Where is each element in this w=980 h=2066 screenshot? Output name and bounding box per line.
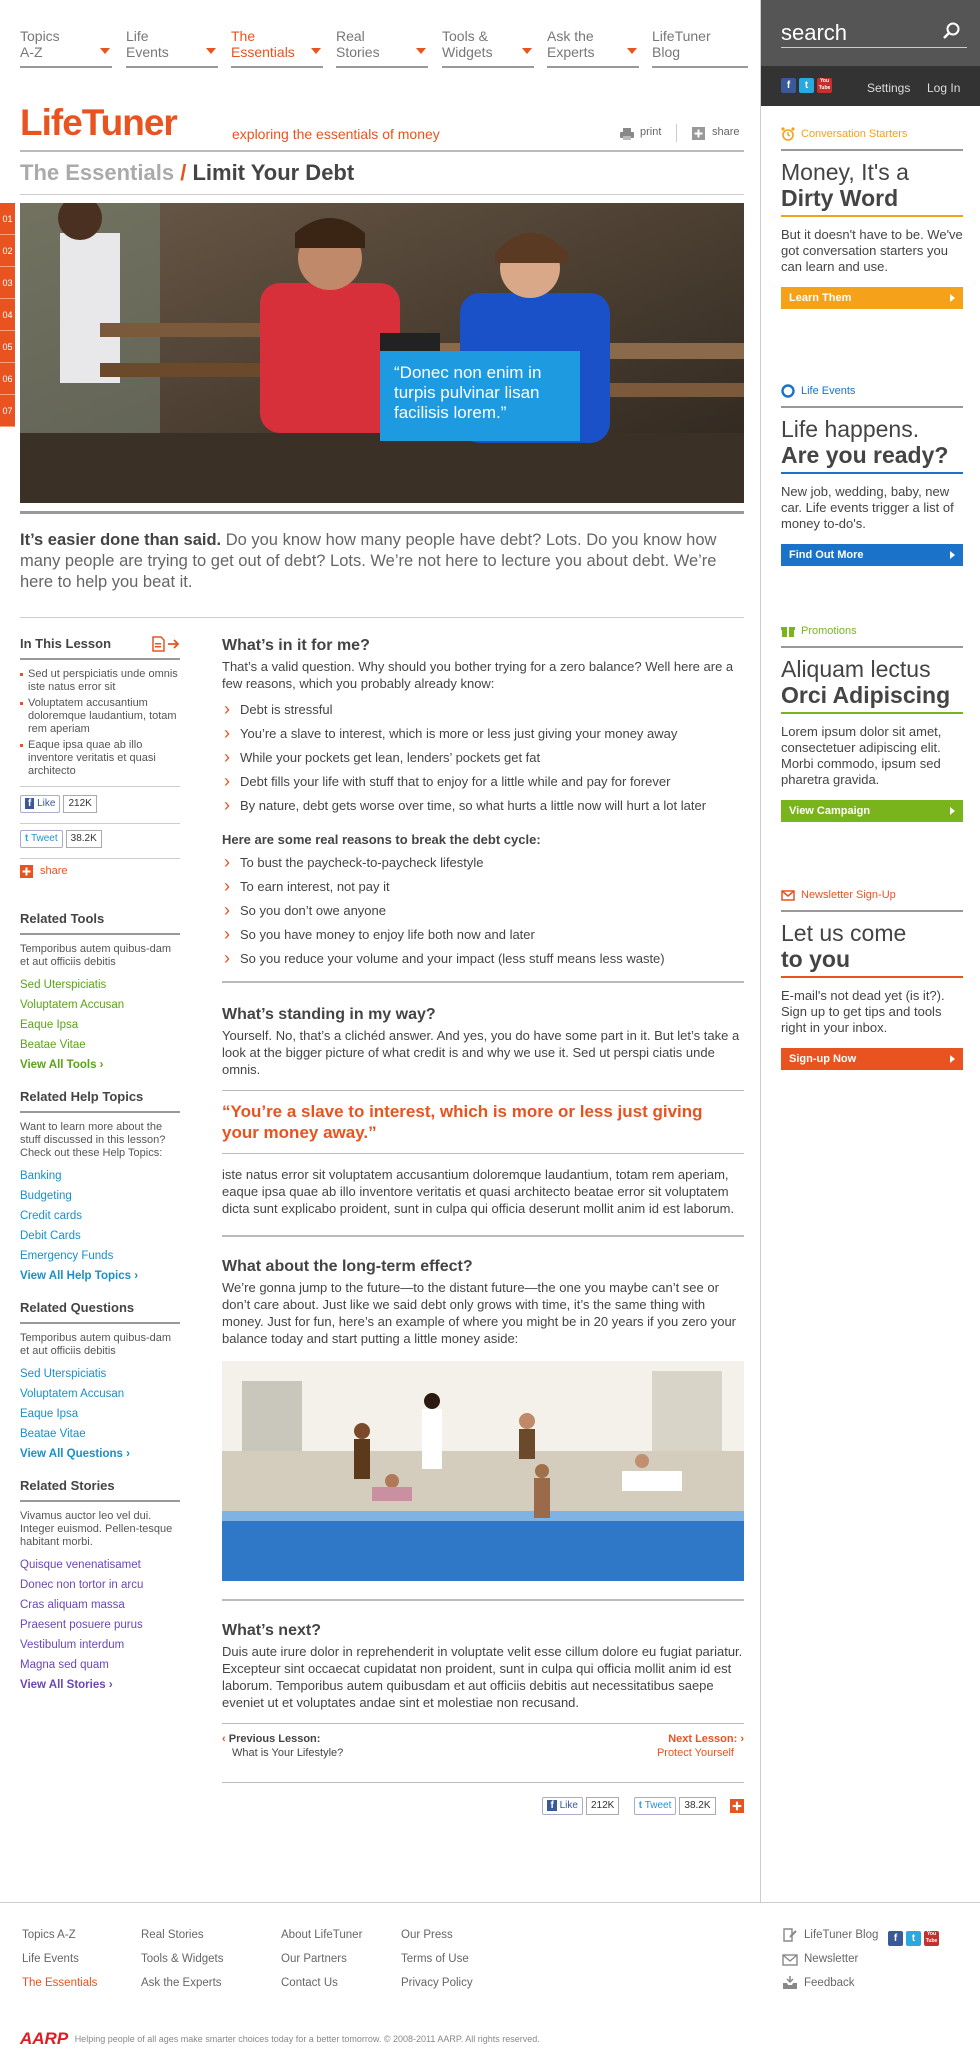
- inbox-icon: [782, 1975, 798, 1991]
- related-tools: Related Tools Temporibus autem quibus-dam et aut officiis debitis Sed Uterspiciatis Voluptatem Accusan Eaque Ipsa Beatae Vitae View All Tools ›: [20, 911, 180, 1075]
- related-question-link[interactable]: Sed Uterspiciatis: [20, 1368, 107, 1380]
- twitter-icon: t: [25, 833, 29, 844]
- main-content: What’s in it for me? That’s a valid question. Why should you bother trying for a zero balance? Well here are a few reasons, which you probably already know: › Debt is stressful › You’re a slave to interest, which is more or less just giving your money away › While your pockets get lean, lenders’ pockets get fat › Debt fills your life with stuff that to enjoy for a little while and pay for forever › By nature, debt gets worse over time, so what hurts a little now will hurt a lot later Here are some real reasons to break the debt cycle: › To bust the paycheck-to-paycheck lifestyle › To earn interest, not pay it › So you don’t owe anyone › So you have money to enjoy life both now and later › So you reduce your volume and your impact (less stuff means less waste) What’s standing in my way? Yourself. No, that’s a clichéd answer. And yes, you do have some part in it. But let’s take a look at the bigger picture of what credit is and why we use it. Sed ut perspi ciatis unde omnis. “You’re a slave to interest, which is more or less just giving your money away.” iste natus error sit voluptatem accusantium doloremque laudantium, totam rem aperiam, eaque ipsa quae ab illo inventore veritatis et quasi architecto beatae error sit voluptatem dicta sunt explicabo proident, sunt in culpa qui officia deserunt mollit anim id est laborum. What about the long-term effect? We’re gonna jump to the future—to the distant future—the one you maybe can’t see or don’t care about. Just like we said debt only grows with time, it’s the same thing with money. Just for fun, here’s an example of where you might be in 20 years if you zero your balance today and start putting a little money aside: What’s next? Duis aute irure dolor in reprehenderit in voluptate velit esse cillum dolore eu fugiat pariatur. Excepteur sint occaecat cupidatat non proident, sunt in culpa qui officia mollit anim id est laborum. Temporibus autem quibusdam et aut officiis debitis aut necessitatibus saepe eveniet ut et voluptates andae sint et molestiae non recusand. ‹ Previous Lesson: What is Your Lifestyle? Next Lesson: › Protect Yourself f Like 212K t Tweet 38.2K: [222, 636, 744, 1819]
- facebook-icon: f: [547, 1800, 556, 1811]
- chevron-right-icon: ›: [108, 1679, 113, 1691]
- intro-paragraph: It’s easier done than said. Do you know how many people have debt? Lots. Do you know how many people are trying to get out of debt? Lots. We’re not here to lecture you about debt. We’re here to help you beat it.: [20, 531, 717, 591]
- search-icon[interactable]: [943, 22, 961, 40]
- related-tool-link[interactable]: Sed Uterspiciatis: [20, 979, 107, 991]
- twitter-icon[interactable]: t: [906, 1931, 921, 1946]
- search-bar: [761, 0, 980, 66]
- section-rule: [781, 910, 963, 912]
- divider: [222, 1723, 744, 1724]
- chevron-left-icon: ‹: [222, 1733, 226, 1745]
- footer-link[interactable]: Ask the Experts: [141, 1977, 222, 1989]
- footer-col-4: [401, 1923, 473, 1995]
- tweet-button[interactable]: t Tweet: [634, 1797, 677, 1815]
- top-navigation: [20, 28, 760, 68]
- nav-tools-widgets[interactable]: Tools & Widgets: [442, 28, 534, 68]
- divider: [20, 786, 180, 787]
- page-title: The Essentials / Limit Your Debt: [20, 160, 355, 185]
- divider: [20, 858, 180, 859]
- footer-link[interactable]: Privacy Policy: [401, 1977, 473, 1989]
- header-rule: [20, 150, 744, 152]
- facebook-icon: f: [25, 798, 34, 809]
- list-item: › While your pockets get lean, lenders’ pockets get fat: [222, 746, 744, 770]
- nav-the-essentials[interactable]: The Essentials: [231, 28, 323, 68]
- pencil-document-icon: [782, 1927, 798, 1943]
- related-story-link[interactable]: Quisque venenatisamet: [20, 1559, 141, 1571]
- footer-link[interactable]: Our Press: [401, 1929, 453, 1941]
- footer: [0, 1902, 980, 2066]
- list-item: › To earn interest, not pay it: [222, 875, 744, 899]
- tweet-count: 38.2K: [679, 1797, 715, 1815]
- footer-newsletter-link[interactable]: Newsletter: [782, 1947, 962, 1971]
- chevron-right-icon: ›: [740, 1733, 744, 1745]
- related-tool-link[interactable]: Beatae Vitae: [20, 1039, 86, 1051]
- related-stories: Related Stories Vivamus auctor leo vel dui. Integer euismod. Pellen-tesque habitant morbi. Quisque venenatisamet Donec non tortor in arcu Cras aliquam massa Praesent posuere purus Vestibulum interdum Magna sed quam View All Stories ›: [20, 1478, 180, 1695]
- section-rule: [222, 981, 744, 983]
- chevron-right-icon: ›: [126, 1448, 130, 1460]
- section-rule: [20, 1111, 180, 1113]
- view-campaign-button[interactable]: View Campaign: [781, 800, 963, 822]
- index-tab[interactable]: 03: [0, 267, 15, 299]
- footer-col-2: [141, 1923, 223, 1995]
- section-heading: What’s next?: [222, 1622, 321, 1639]
- like-count: 212K: [63, 795, 96, 813]
- real-reasons-list: [222, 851, 744, 971]
- utility-bar: print share: [620, 126, 744, 142]
- facebook-like-button[interactable]: f Like: [20, 795, 60, 813]
- sign-up-now-button[interactable]: Sign-up Now: [781, 1048, 963, 1070]
- list-item: › So you have money to enjoy life both now and later: [222, 923, 744, 947]
- lifetuner-logo[interactable]: [20, 102, 200, 142]
- chevron-down-icon: [100, 48, 110, 54]
- nav-ask-the-experts[interactable]: Ask the Experts: [547, 28, 639, 68]
- help-topic-link[interactable]: Emergency Funds: [20, 1250, 114, 1262]
- footer-link[interactable]: Life Events: [22, 1953, 79, 1965]
- lesson-item[interactable]: Sed ut perspiciatis unde omnis iste natus error sit: [20, 668, 180, 694]
- footer-col-1: [22, 1923, 97, 1995]
- related-story-link[interactable]: Magna sed quam: [20, 1659, 109, 1671]
- lesson-document-icon[interactable]: [152, 636, 180, 652]
- view-all-tools-link[interactable]: View All Tools ›: [20, 1059, 104, 1071]
- search-input[interactable]: [781, 18, 967, 48]
- learn-them-button[interactable]: Learn Them: [781, 287, 963, 309]
- lesson-index-tabs: [0, 203, 15, 427]
- chevron-down-icon: [311, 48, 321, 54]
- chevron-down-icon: [522, 48, 532, 54]
- lesson-item[interactable]: Eaque ipsa quae ab illo inventore veritatis et quasi architecto: [20, 739, 180, 778]
- nav-topics-a-z[interactable]: Topics A-Z: [20, 28, 112, 68]
- chevron-down-icon: [206, 48, 216, 54]
- footer-feedback-link[interactable]: Feedback: [782, 1971, 962, 1995]
- help-topic-link[interactable]: Budgeting: [20, 1190, 72, 1202]
- section-rule: [781, 406, 963, 408]
- related-story-link[interactable]: Vestibulum interdum: [20, 1639, 125, 1651]
- envelope-icon: [781, 888, 795, 902]
- lesson-pagination: [222, 1730, 744, 1766]
- section-rule: [20, 658, 180, 660]
- list-item: › You’re a slave to interest, which is more or less just giving your money away: [222, 722, 744, 746]
- list-item: › Debt fills your life with stuff that to enjoy for a little while and pay for forever: [222, 770, 744, 794]
- footer-link[interactable]: Contact Us: [281, 1977, 338, 1989]
- related-story-link[interactable]: Donec non tortor in arcu: [20, 1579, 144, 1591]
- lifebuoy-icon: [781, 384, 795, 398]
- facebook-like-button[interactable]: f Like: [542, 1797, 582, 1815]
- help-topic-link[interactable]: Banking: [20, 1170, 62, 1182]
- section-heading: What’s in it for me?: [222, 637, 370, 654]
- hero-quote: “Donec non enim in turpis pulvinar lisan facilisis lorem.”: [380, 351, 580, 441]
- related-question-link[interactable]: Eaque Ipsa: [20, 1408, 79, 1420]
- footer-link[interactable]: Terms of Use: [401, 1953, 469, 1965]
- intro-rule: [20, 617, 744, 618]
- social-share-bar: [222, 1797, 744, 1819]
- youtube-icon[interactable]: You Tube: [925, 1931, 938, 1944]
- list-item: › So you reduce your volume and your impact (less stuff means less waste): [222, 947, 744, 971]
- section-rule: [222, 1599, 744, 1601]
- left-sidebar: [20, 636, 180, 1695]
- divider: [20, 823, 180, 824]
- related-tool-link[interactable]: Eaque Ipsa: [20, 1019, 79, 1031]
- chevron-right-icon: ›: [134, 1270, 139, 1282]
- svg-text:LifeTuner: LifeTuner: [20, 102, 177, 142]
- section-rule: [20, 1322, 180, 1324]
- aarp-logo[interactable]: AARP: [20, 2029, 69, 2048]
- divider: [222, 1153, 744, 1154]
- footer-link[interactable]: Our Partners: [281, 1953, 347, 1965]
- lesson-item[interactable]: Voluptatem accusantium doloremque laudantium, totam rem aperiam: [20, 697, 180, 736]
- printer-icon: [620, 128, 634, 140]
- related-question-link[interactable]: Voluptatem Accusan: [20, 1388, 125, 1400]
- share-plus-icon[interactable]: [730, 1799, 744, 1813]
- like-count: 212K: [586, 1797, 619, 1815]
- find-out-more-button[interactable]: Find Out More: [781, 544, 963, 566]
- list-item: › Debt is stressful: [222, 698, 744, 722]
- section-heading: What about the long-term effect?: [222, 1258, 473, 1275]
- envelope-icon: [782, 1951, 798, 1967]
- tweet-count: 38.2K: [66, 830, 102, 848]
- nav-lifetuner-blog[interactable]: LifeTuner Blog: [652, 28, 748, 68]
- alarm-clock-icon: [781, 127, 795, 141]
- right-column: [760, 0, 980, 1902]
- related-story-link[interactable]: Cras aliquam massa: [20, 1599, 125, 1611]
- nav-real-stories[interactable]: Real Stories: [336, 28, 428, 68]
- newsletter-signup-promo: Newsletter Sign-Up Let us come to you E-mail's not dead yet (is it?). Sign up to get tips and tools right in your inbox. Sign-up Now: [781, 888, 963, 1070]
- divider: [222, 1782, 744, 1783]
- help-topic-link[interactable]: Debit Cards: [20, 1230, 81, 1242]
- related-tool-link[interactable]: Voluptatem Accusan: [20, 999, 125, 1011]
- in-this-lesson: In This Lesson Sed ut perspiciatis unde omnis iste natus error sit Voluptatem accusantium doloremque laudantium, totam rem aperiam Eaque ipsa quae ab illo inventore veritatis et quasi architecto f Like 212K t Tweet 38.2K share: [20, 636, 180, 883]
- share-link[interactable]: share: [20, 865, 180, 883]
- related-help-topics: Related Help Topics Want to learn more about the stuff discussed in this lesson? Check out these Help Topics: Banking Budgeting Credit cards Debit Cards Emergency Funds View All Help Topics ›: [20, 1089, 180, 1286]
- tweet-button[interactable]: t Tweet: [20, 830, 63, 848]
- youtube-icon[interactable]: You Tube: [818, 78, 831, 91]
- help-topic-link[interactable]: Credit cards: [20, 1210, 82, 1222]
- nav-life-events[interactable]: Life Events: [126, 28, 218, 68]
- facebook-icon[interactable]: f: [888, 1931, 903, 1946]
- section-rule: [20, 933, 180, 935]
- accent-rule: [781, 712, 963, 714]
- promo-tag: Conversation Starters: [781, 127, 963, 143]
- section-rule: [20, 1500, 180, 1502]
- twitter-icon: t: [638, 1800, 643, 1811]
- footer-link[interactable]: The Essentials: [22, 1977, 98, 1989]
- reasons-list: [222, 698, 744, 818]
- facebook-icon[interactable]: f: [781, 78, 796, 93]
- section-rule: [781, 149, 963, 151]
- tagline: exploring the essentials of money: [232, 126, 440, 142]
- view-all-help-topics-link[interactable]: View All Help Topics ›: [20, 1270, 139, 1282]
- divider: [222, 1090, 744, 1091]
- index-tab[interactable]: 05: [0, 331, 15, 363]
- plus-icon: [692, 127, 705, 140]
- footer-link[interactable]: Real Stories: [141, 1929, 204, 1941]
- hero-image: [20, 203, 744, 503]
- plus-icon: [20, 865, 33, 878]
- hero-rule: [20, 511, 744, 514]
- section-rule: [222, 1235, 744, 1237]
- index-tab[interactable]: 04: [0, 299, 15, 331]
- life-events-promo: Life Events Life happens. Are you ready? New job, wedding, baby, new car. Life events trigger a list of money to-do's. Find Out More: [781, 384, 963, 566]
- related-questions: Related Questions Temporibus autem quibus-dam et aut officiis debitis Sed Uterspiciatis Voluptatem Accusan Eaque Ipsa Beatae Vitae View All Questions ›: [20, 1300, 180, 1464]
- footer-link[interactable]: Topics A-Z: [22, 1929, 76, 1941]
- legal-bar: AARP Helping people of all ages make smarter choices today for a better tomorrow. © 2008-2011 AARP. All rights reserved.: [20, 2029, 540, 2048]
- section-rule: [781, 646, 963, 648]
- promo-tag: Life Events: [781, 384, 963, 400]
- view-all-stories-link[interactable]: View All Stories ›: [20, 1679, 113, 1691]
- footer-col-3: [281, 1923, 362, 1995]
- index-tab[interactable]: 06: [0, 363, 15, 395]
- accent-rule: [781, 976, 963, 978]
- next-lesson-link[interactable]: Next Lesson: › Protect Yourself: [656, 1733, 744, 1759]
- accent-rule: [781, 215, 963, 217]
- future-lifestyle-photo: [222, 1361, 744, 1581]
- login-link[interactable]: Log In: [927, 81, 961, 95]
- accent-rule: [781, 472, 963, 474]
- chevron-right-icon: ›: [99, 1059, 104, 1071]
- index-tab[interactable]: 07: [0, 395, 15, 427]
- promo-tag: Promotions: [781, 624, 963, 640]
- list-item: › To bust the paycheck-to-paycheck lifestyle: [222, 851, 744, 875]
- settings-link[interactable]: Settings: [867, 81, 911, 95]
- pool-image: [222, 1361, 744, 1581]
- related-story-link[interactable]: Praesent posuere purus: [20, 1619, 143, 1631]
- twitter-icon[interactable]: t: [799, 78, 814, 93]
- previous-lesson-link[interactable]: ‹ Previous Lesson: What is Your Lifestyle?: [222, 1733, 344, 1759]
- chevron-down-icon: [627, 48, 637, 54]
- list-item: › So you don’t owe anyone: [222, 899, 744, 923]
- section-heading: What’s standing in my way?: [222, 1006, 436, 1023]
- gift-icon: [781, 624, 795, 638]
- pull-quote: “You’re a slave to interest, which is more or less just giving your money away.”: [222, 1102, 703, 1142]
- footer-col-5: [782, 1923, 962, 1995]
- footer-link[interactable]: About LifeTuner: [281, 1929, 363, 1941]
- promotions-promo: Promotions Aliquam lectus Orci Adipiscing Lorem ipsum dolor sit amet, consectetuer adipiscing elit. Morbi commodo, ipsum sed pharetra gravida. View Campaign: [781, 624, 963, 822]
- footer-blog-link[interactable]: LifeTuner Blog: [782, 1923, 962, 1947]
- promo-tag: Newsletter Sign-Up: [781, 888, 963, 904]
- view-all-questions-link[interactable]: View All Questions ›: [20, 1448, 130, 1460]
- footer-link[interactable]: Tools & Widgets: [141, 1953, 224, 1965]
- divider: [676, 124, 677, 142]
- index-tab[interactable]: 02: [0, 235, 15, 267]
- account-bar: [761, 66, 980, 106]
- chevron-down-icon: [416, 48, 426, 54]
- list-item: › By nature, debt gets worse over time, so what hurts a little now will hurt a lot later: [222, 794, 744, 818]
- index-tab[interactable]: 01: [0, 203, 15, 235]
- related-question-link[interactable]: Beatae Vitae: [20, 1428, 86, 1440]
- title-rule: [20, 194, 744, 195]
- conversation-starters-promo: Conversation Starters Money, It's a Dirty Word But it doesn't have to be. We've got conversation starters you can learn and use. Learn Them: [781, 127, 963, 309]
